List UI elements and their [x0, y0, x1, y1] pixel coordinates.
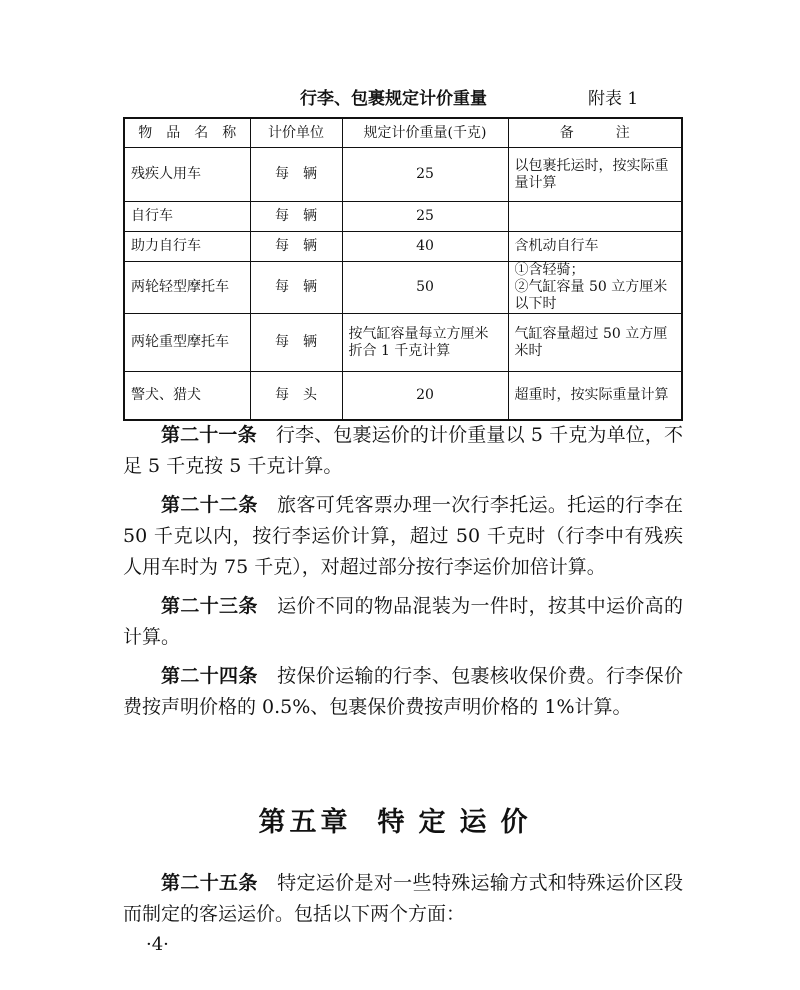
header-item-name: 物 品 名 称 — [124, 118, 250, 148]
page-number: ·4· — [146, 934, 169, 955]
cell-weight: 40 — [342, 232, 508, 262]
article-label: 第二十二条 — [161, 494, 258, 516]
table-row — [124, 372, 682, 420]
article-22 — [123, 490, 683, 583]
article-text: 特定运价是对一些特殊运输方式和特殊运价区段而制定的客运运价。包括以下两个方面： — [123, 872, 683, 925]
cell-unit: 每 辆 — [250, 314, 342, 372]
cell-note — [508, 202, 682, 232]
article-text: 按保价运输的行李、包裹核收保价费。行李保价费按声明价格的 0.5%、包裹保价费按声明价格的 1%计算。 — [123, 665, 683, 718]
table-caption — [0, 84, 800, 108]
article-text: 行李、包裹运价的计价重量以 5 千克为单位，不足 5 千克按 5 千克计算。 — [123, 424, 683, 477]
cell-note: 超重时，按实际重量计算 — [508, 372, 682, 420]
table-row — [124, 314, 682, 372]
cell-unit: 每 头 — [250, 372, 342, 420]
cell-name: 残疾人用车 — [124, 148, 250, 202]
cell-unit: 每 辆 — [250, 262, 342, 314]
article-text: 运价不同的物品混装为一件时，按其中运价高的计算。 — [123, 595, 683, 648]
article-text: 旅客可凭客票办理一次行李托运。托运的行李在 50 千克以内，按行李运价计算，超过 50 千克时（行李中有残疾人用车时为 75 千克），对超过部分按行李运价加倍计算。 — [123, 494, 683, 578]
weight-table — [123, 117, 683, 421]
cell-name: 助力自行车 — [124, 232, 250, 262]
cell-note: 气缸容量超过 50 立方厘米时 — [508, 314, 682, 372]
cell-unit: 每 辆 — [250, 232, 342, 262]
cell-weight: 25 — [342, 202, 508, 232]
chapter-heading — [0, 800, 800, 839]
article-label: 第二十一条 — [161, 424, 257, 446]
cell-weight: 20 — [342, 372, 508, 420]
article-label: 第二十五条 — [161, 872, 258, 894]
note-line: ①含轻骑； — [514, 262, 585, 278]
table-row — [124, 262, 682, 314]
article-label: 第二十三条 — [161, 595, 258, 617]
cell-weight: 按气缸容量每立方厘米折合 1 千克计算 — [342, 314, 508, 372]
article-21 — [123, 420, 683, 482]
cell-name: 两轮轻型摩托车 — [124, 262, 250, 314]
table-row — [124, 202, 682, 232]
cell-weight: 25 — [342, 148, 508, 202]
cell-name: 自行车 — [124, 202, 250, 232]
article-25 — [123, 868, 683, 930]
table-row — [124, 148, 682, 202]
cell-unit: 每 辆 — [250, 148, 342, 202]
note-line: ②气缸容量 50 立方厘米以下时 — [514, 279, 668, 312]
header-weight: 规定计价重量(千克) — [342, 118, 508, 148]
table-row — [124, 232, 682, 262]
cell-name: 两轮重型摩托车 — [124, 314, 250, 372]
cell-weight: 50 — [342, 262, 508, 314]
table-title: 行李、包裹规定计价重量 — [300, 89, 487, 109]
cell-name: 警犬、猎犬 — [124, 372, 250, 420]
cell-note: 以包裹托运时，按实际重量计算 — [508, 148, 682, 202]
articles-section — [123, 420, 683, 731]
chapter-number: 第五章 — [258, 807, 352, 838]
article-23 — [123, 591, 683, 653]
header-unit: 计价单位 — [250, 118, 342, 148]
cell-note — [508, 262, 682, 314]
table-header-row — [124, 118, 682, 148]
articles-section-2 — [123, 868, 683, 930]
chapter-title: 特定运价 — [377, 807, 542, 838]
annex-label: 附表 1 — [588, 89, 639, 109]
article-24 — [123, 661, 683, 723]
header-note: 备 注 — [508, 118, 682, 148]
cell-unit: 每 辆 — [250, 202, 342, 232]
article-label: 第二十四条 — [161, 665, 258, 687]
cell-note: 含机动自行车 — [508, 232, 682, 262]
